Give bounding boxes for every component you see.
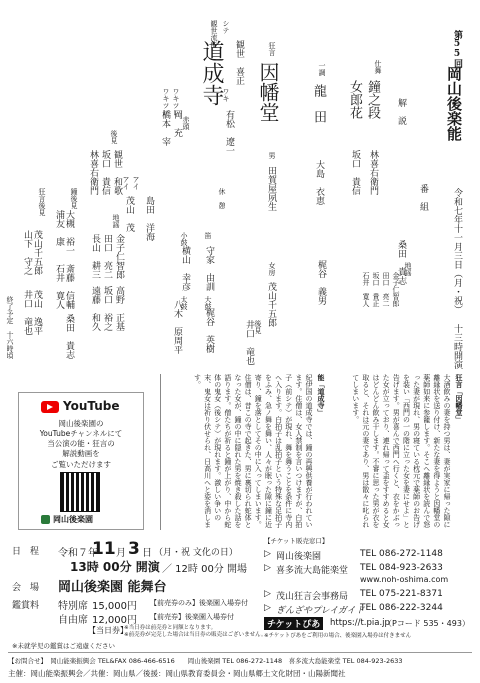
- noh-title: 道成寺: [199, 40, 224, 106]
- noh-cast-name-3: 岡 充: [172, 110, 182, 137]
- youtube-box: [18, 392, 144, 530]
- outlet-icon-3: ▷: [264, 589, 271, 599]
- kane-koken-4: 石井 寛人: [54, 264, 64, 309]
- outlet-name-2: 喜多流大島能楽堂: [276, 566, 349, 576]
- noh-jiutai-3: 長山 耕三: [90, 234, 100, 279]
- venue-name: 岡山後楽園 能舞台: [58, 580, 167, 595]
- kyogen-commentary-heading: 狂言「因幡堂」: [455, 374, 464, 423]
- noh-cast-role-5: アイ: [132, 176, 140, 190]
- start-time: 13時 00分 開演: [70, 560, 160, 574]
- outlet-icon-2: ▷: [264, 563, 271, 573]
- kane-koken-5: 桑田 貴志: [64, 314, 74, 359]
- noh-commentary-text: 紀伊国の道成寺では、鐘の再興供養が行われています。住僧は、女人禁制を言いつけますが、白拍子（前シテ）が現れ、舞を舞うことを条件に寺内へ入ります。白拍子は乱拍子という特殊な足拍子をふみ、急ノ舞を舞い、人々が眠った隙に鐘に近寄り、鐘を落としてその中に入ってしまいます。住僧は、昔この寺で起きた、男に裏切られ蛇体となった女が、鐘の中に隠れた男を焼き殺した話を語ります。僧たちが祈ると鐘が上がり、中から蛇体の鬼女（後シテ）が現れます。激しい争いの末、鬼女は祈り伏せられ、日高川へと姿を消します。: [193, 374, 313, 528]
- noh-label: 観世流能: [210, 20, 218, 48]
- kyogen-label: 狂言: [268, 42, 276, 56]
- pia-url[interactable]: https://t.pia.jp: [330, 618, 390, 628]
- outlet-tel-3[interactable]: TEL 075-221-8371: [360, 589, 443, 599]
- edition: 第55回: [452, 30, 462, 68]
- kyogen-koken-4: 井口 竜也: [22, 290, 32, 335]
- youtube-icon: [41, 401, 59, 413]
- end-time: 終了予定 十六時頃: [6, 296, 14, 359]
- noh-cast-name-5: 島田 洋海: [144, 196, 154, 241]
- outlets-header: 【チケット販売窓口】: [264, 537, 329, 545]
- pia-code: （Pコード 535・493）: [384, 619, 470, 628]
- noh-koken-1: 観世 和歌: [112, 150, 122, 195]
- pia-logo: チケットぴあ: [264, 617, 323, 630]
- outlet-tel-2[interactable]: TEL 084-923-2633: [360, 563, 443, 573]
- noh-jiutai-4: 高野 正基: [114, 286, 124, 331]
- noh-jiutai-5: 坂口 裕之: [102, 286, 112, 331]
- shimai-performer-2: 坂口 貴信: [350, 150, 360, 195]
- same-day-ticket: 【当日券】: [88, 626, 128, 635]
- shimai-jiutai-1: 金子仁智郎: [392, 272, 400, 307]
- ticket-label: 鑑賞料: [12, 601, 40, 611]
- noh-commentary-heading: 能「道成寺」: [317, 374, 326, 416]
- noh-cast-role-2: ワキ: [222, 88, 230, 102]
- shimai-label: 仕舞: [374, 60, 382, 74]
- kyogen-koken-1: 茂山千五郎: [32, 230, 42, 275]
- youtube-brand: 岡山後楽園: [53, 515, 93, 524]
- noh-koken-2: 坂口 貴信: [100, 150, 110, 195]
- kids-note: ※未就学児の鑑賞はご遠慮ください: [12, 642, 115, 650]
- date-weekday: （月・祝 文化の日）: [154, 548, 238, 558]
- outlet-name-1: 岡山後楽園: [276, 552, 322, 562]
- ticket-note-2: 【前売券】後楽園入場券付: [150, 613, 234, 621]
- hayashi-name-4: 八木 原周平: [172, 300, 182, 354]
- ikkan-performer-1: 大島 衣恵: [314, 160, 324, 205]
- page-title: 岡山後楽能: [445, 66, 463, 141]
- performance-date: 令和七年十一月三日（月・祝） 十三時開演: [452, 188, 462, 369]
- ticket-type-1: 特別席: [58, 601, 88, 612]
- kyogen-name-1: 田賀屋夙生: [266, 166, 276, 211]
- outlet-url-2[interactable]: www.noh-oshima.com: [360, 575, 449, 584]
- hayashi-name-1: 守家 由訓: [204, 246, 214, 291]
- date-day-label: 日: [142, 548, 152, 559]
- outlet-icon-4: ▷: [264, 603, 271, 613]
- noh-jiutai-label: 地謡: [112, 214, 120, 228]
- kyogen-koken-2: 山下 守之: [22, 230, 32, 275]
- ticket-type-2: 自由席: [58, 615, 88, 626]
- shimai-jiutai-label: 地謡: [404, 262, 412, 276]
- footer-contact: 【お問合せ】 岡山能楽振興会 TEL&FAX 086-466-6516 岡山後楽園 TEL 086-272-1148 喜多流大島能楽堂 TEL 084-923-2633: [8, 657, 403, 665]
- noh-cast-name-2: 有松 遼一: [224, 110, 234, 155]
- date-month: 11: [92, 539, 116, 559]
- ticket-note-1: 【前売券のみ】後楽園入場券付: [150, 599, 248, 607]
- hayashi-name-2: 横山 幸彦: [180, 246, 190, 291]
- date-month-label: 月: [116, 548, 126, 559]
- outlet-tel-1[interactable]: TEL 086-272-1148: [360, 549, 443, 559]
- korakuen-logo-icon: [41, 515, 50, 524]
- noh-subtitle: 赤頭: [182, 116, 190, 130]
- kyogen-name-3: 井口 竜也: [244, 320, 254, 365]
- ticket-price-2: 12,000円: [92, 615, 137, 626]
- noh-cast-name-4: 橋本 宰: [160, 110, 170, 146]
- noh-cast-role-3: ワキツレ: [172, 88, 180, 116]
- noh-cast-role-1: シテ: [222, 20, 230, 34]
- kyogen-role-1: 男: [268, 152, 276, 159]
- qr-code-icon[interactable]: [61, 473, 99, 511]
- outlet-name-3: 茂山狂言会事務局: [276, 592, 349, 602]
- ikkan-label: 一調: [318, 62, 326, 76]
- noh-koken-label: 後見: [110, 130, 118, 144]
- outlet-name-4: ぎんざやプレイガイド: [276, 606, 365, 616]
- date-day: 3: [128, 539, 140, 559]
- same-day-note-1: ※当日券は前売券と同額となります。: [124, 625, 217, 631]
- shimai-jiutai-4: 石井 寛人: [362, 272, 370, 307]
- hayashi-role-1: 笛: [204, 232, 212, 239]
- shimai-jiutai-2: 田口 亮二: [382, 272, 390, 307]
- footer-divider: [8, 652, 472, 653]
- outlet-tel-4[interactable]: TEL 086-222-3244: [360, 603, 443, 613]
- noh-cast-role-6: アイ: [122, 176, 130, 190]
- hayashi-name-3: 梶谷 英樹: [204, 308, 214, 353]
- hayashi-role-4: 太鼓: [180, 296, 188, 310]
- pia-note: ※チケットぴあをご利用の場合、後楽園入場券は付きません: [264, 633, 412, 639]
- noh-jiutai-6: 遠藤 和久: [90, 286, 100, 331]
- youtube-logo-text: YouTube: [63, 399, 120, 413]
- venue-label: 会 場: [12, 583, 40, 593]
- noh-jiutai-1: 金子仁智郎: [114, 234, 124, 279]
- youtube-message: 岡山後楽園の YouTubeチャンネルにて 当公演の能・狂言の 解説動画を ご覧いただけます: [39, 419, 123, 469]
- hayashi-role-3: 大鼓: [204, 296, 212, 310]
- shimai-title-1: 鐘之段: [365, 80, 380, 119]
- kane-koken-2: 浦友 康: [54, 210, 64, 246]
- shimai-title-2: 女郎花: [347, 80, 362, 119]
- noh-cast-name-6: 茂山 茂: [124, 196, 134, 232]
- outlet-icon-1: ▷: [264, 549, 271, 559]
- kyogen-role-2: 女房: [268, 262, 276, 276]
- noh-koken-3: 林喜右衛門: [88, 150, 98, 195]
- date-prefix: 令和７年: [58, 548, 98, 559]
- same-day-note-2: ※前売券が完売した場合は当日券の販売はございません。: [124, 632, 267, 638]
- kane-koken-3: 斎藤 信輔: [64, 264, 74, 309]
- ikkan-performer-2: 梶谷 義男: [316, 260, 326, 305]
- noh-jiutai-2: 田口 亮二: [102, 234, 112, 279]
- noh-cast-role-4: ワキツレ: [162, 88, 170, 116]
- open-time: ／ 12時 00分 開場: [162, 564, 247, 575]
- intermission-label: 休 憩: [218, 188, 226, 209]
- noh-cast-name-1: 観世 喜正: [234, 40, 244, 85]
- ikkan-title: 龍 田: [311, 84, 326, 123]
- ticket-price-1: 15,000円: [92, 601, 137, 612]
- kane-koken-label: 鐘後見: [70, 188, 78, 209]
- kyogen-commentary-text: 大酒飲みの妻を持つ男は、妻が実家に帰った隙に離縁状を送り付け、新たな妻を得ようと因幡堂の薬師如来に参籠します。そこへ離縁状を読んで怒った妻が現れ、男の寝ている枕元で薬師のお告げを装い「西門の一の階に立った女を妻にせよ」と告げます。男が喜んで西門へ行くと、衣をかぶった女が立っており、連れ帰って盃をすすめると女はどんどん飲み干します。不審に思った男が衣を取ると、それは元の妻であり、男は散々に叱られてしまいます。: [351, 374, 451, 528]
- date-label: 日 程: [12, 547, 40, 557]
- shimai-performer-1: 林喜右衛門: [368, 150, 378, 195]
- kyogen-title: 因幡堂: [256, 62, 280, 122]
- shimai-jiutai-3: 坂口 貴正: [372, 272, 380, 307]
- kyogen-koken-3: 茂山 逸平: [32, 290, 42, 335]
- divider: [160, 374, 161, 530]
- kyogen-role-3: 後見: [254, 320, 262, 334]
- kyogen-koken-label: 狂言後見: [38, 188, 46, 216]
- footer-organizers: 主催：岡山能楽振興会／共催：岡山県／後援：岡山県教育委員会・岡山県郷土文化財団・山陽新聞社: [8, 669, 346, 678]
- kyogen-name-2: 茂山千五郎: [266, 282, 276, 327]
- kane-koken-1: 大槻 裕一: [64, 210, 74, 255]
- kaisetsu-name: 桑田 貴志: [396, 240, 406, 285]
- kaisetsu-label: 解 説: [396, 98, 406, 125]
- hayashi-role-2: 小鼓: [180, 232, 188, 246]
- program-label: 番 組: [418, 184, 428, 211]
